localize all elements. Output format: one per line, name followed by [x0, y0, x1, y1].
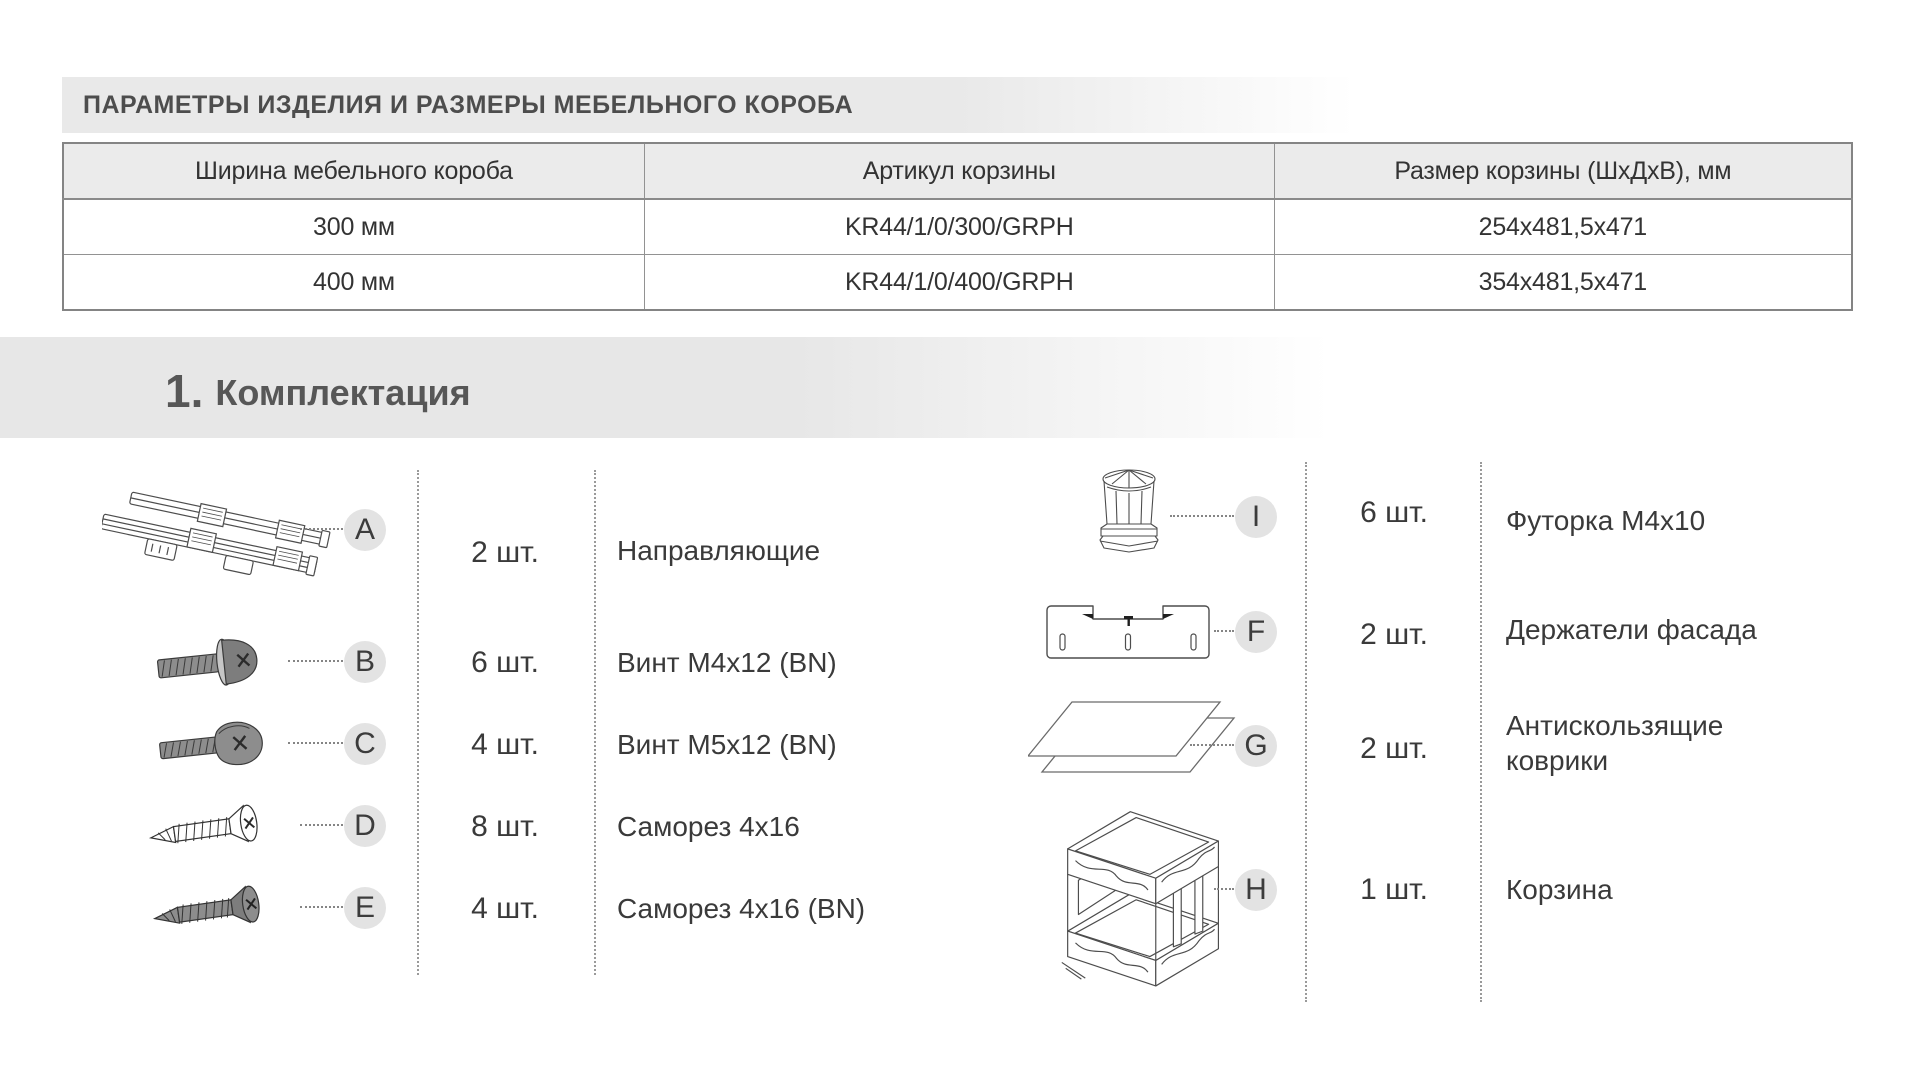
section-title: Комплектация: [215, 371, 471, 413]
col-header-article: Артикул корзины: [644, 143, 1274, 199]
column-separator: [1305, 462, 1307, 1002]
facade-holder-icon: [1046, 604, 1210, 660]
part-badge-c: [344, 723, 386, 765]
leader-line: [1214, 888, 1234, 890]
part-qty: 4 шт.: [471, 892, 539, 925]
part-qty: 8 шт.: [471, 810, 539, 843]
table-header-row: [63, 143, 1852, 199]
page-title-bar: [62, 77, 1857, 133]
cell-width: 400 мм: [63, 255, 644, 311]
basket-icon: [1052, 786, 1238, 994]
cell-width: 300 мм: [63, 199, 644, 255]
part-badge-i: [1235, 496, 1277, 538]
part-label: Винт M4x12 (BN): [617, 647, 837, 678]
part-qty: 2 шт.: [1360, 732, 1428, 765]
col-header-width: Ширина мебельного короба: [63, 143, 644, 199]
leader-line: [1170, 515, 1234, 517]
part-badge-d: [344, 805, 386, 847]
part-letter: C: [354, 727, 376, 760]
part-badge-h: [1235, 869, 1277, 911]
leader-line: [1190, 744, 1234, 746]
part-badge-a: [344, 509, 386, 551]
leader-line: [300, 824, 343, 826]
leader-line: [300, 528, 343, 530]
table-row: [63, 255, 1852, 311]
part-letter: F: [1246, 615, 1266, 648]
part-badge-g: [1235, 725, 1277, 767]
oval-head-screw-icon: [154, 712, 278, 778]
column-separator: [594, 470, 596, 975]
part-label: Футорка M4x10: [1506, 505, 1706, 536]
anti-slip-mats-icon: [1028, 700, 1236, 792]
part-qty: 4 шт.: [471, 728, 539, 761]
page-title: ПАРАМЕТРЫ ИЗДЕЛИЯ И РАЗМЕРЫ МЕБЕЛЬНОГО КОРОБА: [83, 90, 854, 119]
table-row: [63, 199, 1852, 255]
part-letter: B: [354, 645, 375, 678]
part-badge-e: [344, 887, 386, 929]
pan-head-screw-icon: [152, 630, 280, 696]
drawer-slides-icon: [102, 482, 342, 604]
part-badge-b: [344, 641, 386, 683]
leader-line: [288, 742, 343, 744]
part-label: Направляющие: [617, 535, 821, 566]
cell-article: KR44/1/0/300/GRPH: [644, 199, 1274, 255]
section-number: 1.: [165, 364, 204, 417]
cell-article: KR44/1/0/400/GRPH: [644, 255, 1274, 311]
insert-nut-icon: [1098, 466, 1160, 558]
part-letter: I: [1251, 500, 1261, 533]
section-heading-bar: [0, 337, 1330, 438]
params-table: [62, 142, 1853, 311]
part-letter: G: [1244, 729, 1268, 762]
part-label: Антискользящие коврики: [1506, 710, 1724, 776]
part-label: Держатели фасада: [1506, 614, 1757, 645]
col-header-size: Размер корзины (ШхДхВ), мм: [1274, 143, 1852, 199]
part-qty: 2 шт.: [1360, 618, 1428, 651]
part-letter: H: [1245, 873, 1267, 906]
self-tapping-screw-light-icon: [146, 794, 296, 860]
part-qty: 6 шт.: [471, 646, 539, 679]
cell-size: 254x481,5x471: [1274, 199, 1852, 255]
part-qty: 6 шт.: [1360, 496, 1428, 529]
part-badge-f: [1235, 611, 1277, 653]
part-letter: D: [354, 809, 376, 842]
part-qty: 1 шт.: [1360, 873, 1428, 906]
part-letter: A: [354, 513, 375, 546]
leader-line: [300, 906, 343, 908]
cell-size: 354x481,5x471: [1274, 255, 1852, 311]
leader-line: [288, 660, 343, 662]
column-separator: [1480, 462, 1482, 1002]
self-tapping-screw-dark-icon: [150, 876, 296, 940]
leader-line: [1214, 630, 1234, 632]
part-label: Винт M5x12 (BN): [617, 729, 837, 760]
column-separator: [417, 470, 419, 975]
part-label: Корзина: [1506, 874, 1613, 905]
part-label: Саморез 4x16 (BN): [617, 893, 866, 924]
part-letter: E: [354, 891, 375, 924]
part-label: Саморез 4x16: [617, 811, 800, 842]
part-qty: 2 шт.: [471, 536, 539, 569]
